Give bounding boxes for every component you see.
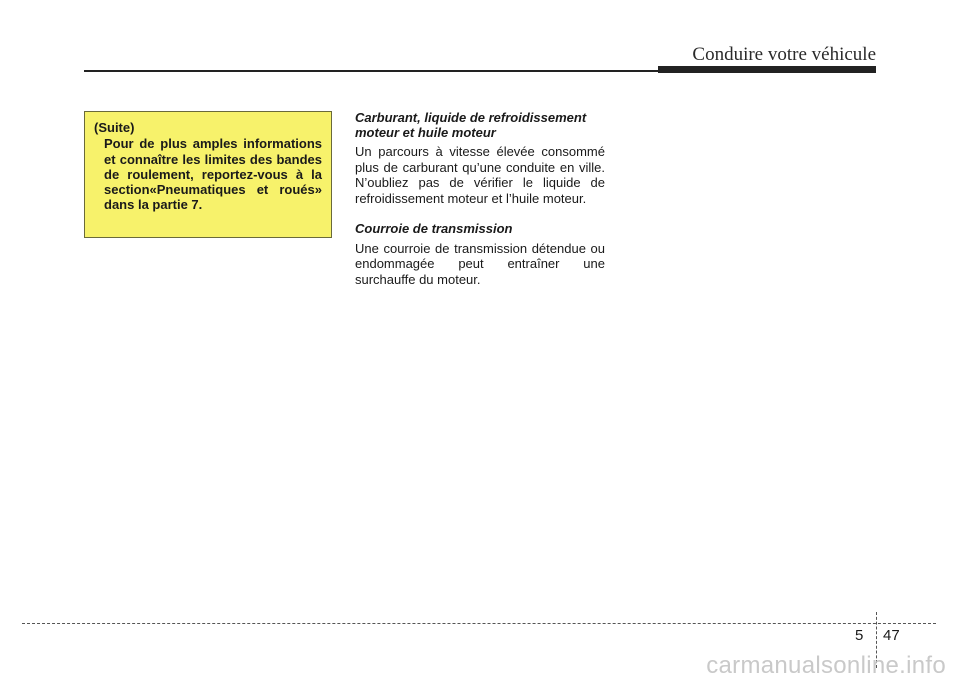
section-body: Un parcours à vitesse élevée consommé plus de carburant qu’une conduite en ville. N’oubliez pas de vérifier le liquide de refroidissement moteur et l’huile moteur. bbox=[355, 144, 605, 206]
watermark: carmanualsonline.info bbox=[706, 652, 946, 679]
section-body: Une courroie de transmission détendue ou endommagée peut entraîner une surchauffe du moteur. bbox=[355, 240, 605, 288]
note-text: Pour de plus amples informations et connaître les limites des bandes de roulement, reportez-vous à la section«Pneumatiques et roués» dans la partie 7. bbox=[104, 136, 322, 213]
header-rule bbox=[84, 70, 660, 72]
section-title: Courroie de transmission bbox=[355, 221, 513, 237]
note-box bbox=[84, 111, 332, 238]
chapter-number: 5 bbox=[855, 627, 864, 644]
chapter-title: Conduire votre véhicule bbox=[692, 44, 876, 65]
footer-rule bbox=[22, 623, 936, 624]
page-number: 47 bbox=[883, 627, 900, 644]
main-column bbox=[355, 111, 605, 288]
header-rule-accent bbox=[658, 66, 876, 73]
section-title-line: moteur et huile moteur bbox=[355, 124, 496, 140]
section-gap bbox=[355, 206, 605, 222]
section-title bbox=[355, 111, 605, 140]
note-heading: (Suite) bbox=[94, 120, 135, 135]
section-title-line: Carburant, liquide de refroidissement bbox=[355, 110, 587, 125]
